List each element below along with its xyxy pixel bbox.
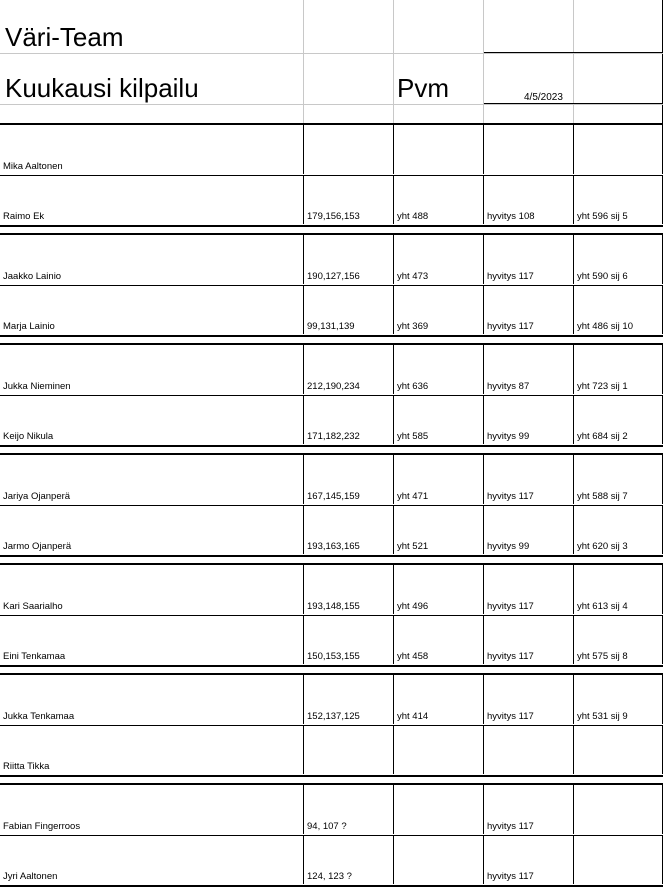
final-text: yht 620 sij 3 xyxy=(577,541,628,552)
scores-text: 99,131,139 xyxy=(307,321,355,332)
scores-text: 193,148,155 xyxy=(307,601,360,612)
total-text: yht 585 xyxy=(397,431,429,442)
scores-text: 171,182,232 xyxy=(307,431,360,442)
bonus-cell[interactable] xyxy=(484,285,574,334)
final-cell[interactable] xyxy=(574,565,663,614)
player-group xyxy=(0,233,663,337)
total-text: yht 458 xyxy=(397,651,429,662)
bonus-text: hyvitys 117 xyxy=(487,871,534,882)
player-group xyxy=(0,563,663,667)
bonus-cell[interactable] xyxy=(484,785,574,834)
total-cell[interactable] xyxy=(394,835,484,884)
total-cell[interactable] xyxy=(394,175,484,224)
table-row xyxy=(0,785,663,834)
scores-cell[interactable] xyxy=(304,285,394,334)
bonus-text: hyvitys 108 xyxy=(487,211,535,222)
bonus-cell[interactable] xyxy=(484,345,574,394)
player-group xyxy=(0,673,663,777)
scores-cell[interactable] xyxy=(304,615,394,664)
row-divider xyxy=(0,285,663,286)
scores-text: 124, 123 ? xyxy=(307,871,352,882)
total-cell[interactable] xyxy=(394,725,484,774)
player-name-cell[interactable] xyxy=(0,565,304,614)
total-cell[interactable] xyxy=(394,125,484,174)
player-name-cell[interactable] xyxy=(0,455,304,504)
final-cell[interactable] xyxy=(574,675,663,724)
scores-cell[interactable] xyxy=(304,835,394,884)
scores-text: 193,163,165 xyxy=(307,541,360,552)
player-name-text: Jukka Tenkamaa xyxy=(3,711,75,722)
player-name-cell[interactable] xyxy=(0,505,304,554)
final-text: yht 590 sij 6 xyxy=(577,271,628,282)
table-row xyxy=(0,505,663,554)
player-name-text: Mika Aaltonen xyxy=(3,161,63,172)
row-divider xyxy=(0,725,663,726)
scores-cell[interactable] xyxy=(304,345,394,394)
player-name-cell[interactable] xyxy=(0,725,304,774)
scores-text: 190,127,156 xyxy=(307,271,360,282)
final-cell[interactable] xyxy=(574,395,663,444)
bonus-text: hyvitys 117 xyxy=(487,651,534,662)
total-cell[interactable] xyxy=(394,285,484,334)
competition-title: Kuukausi kilpailu xyxy=(5,73,199,103)
bonus-cell[interactable] xyxy=(484,565,574,614)
bonus-cell[interactable] xyxy=(484,675,574,724)
final-cell[interactable] xyxy=(574,175,663,224)
bonus-cell[interactable] xyxy=(484,175,574,224)
scores-cell[interactable] xyxy=(304,455,394,504)
row-divider xyxy=(0,505,663,506)
player-name-cell[interactable] xyxy=(0,785,304,834)
player-group xyxy=(0,123,663,227)
bonus-text: hyvitys 87 xyxy=(487,381,530,392)
total-text: yht 369 xyxy=(397,321,429,332)
date-value: 4/5/2023 xyxy=(524,92,563,103)
scores-cell[interactable] xyxy=(304,125,394,174)
bonus-text: hyvitys 117 xyxy=(487,601,534,612)
bonus-text: hyvitys 117 xyxy=(487,821,534,832)
player-name-text: Jariya Ojanperä xyxy=(3,491,71,502)
player-name-cell[interactable] xyxy=(0,285,304,334)
total-text: yht 471 xyxy=(397,491,429,502)
player-name-text: Jyri Aaltonen xyxy=(3,871,58,882)
scores-cell[interactable] xyxy=(304,785,394,834)
final-cell[interactable] xyxy=(574,345,663,394)
bonus-text: hyvitys 117 xyxy=(487,321,534,332)
player-name-cell[interactable] xyxy=(0,615,304,664)
table-row xyxy=(0,455,663,504)
final-text: yht 613 sij 4 xyxy=(577,601,628,612)
date-label: Pvm xyxy=(397,73,449,103)
final-text: yht 684 sij 2 xyxy=(577,431,628,442)
final-text: yht 596 sij 5 xyxy=(577,211,628,222)
final-cell[interactable] xyxy=(574,785,663,834)
player-name-cell[interactable] xyxy=(0,175,304,224)
player-name-cell[interactable] xyxy=(0,235,304,284)
table-row xyxy=(0,395,663,444)
bonus-cell[interactable] xyxy=(484,395,574,444)
table-row xyxy=(0,285,663,334)
total-cell[interactable] xyxy=(394,235,484,284)
bonus-text: hyvitys 99 xyxy=(487,541,530,552)
scores-cell[interactable] xyxy=(304,725,394,774)
player-name-cell[interactable] xyxy=(0,125,304,174)
scores-cell[interactable] xyxy=(304,235,394,284)
table-row xyxy=(0,235,663,284)
scores-text: 150,153,155 xyxy=(307,651,360,662)
total-cell[interactable] xyxy=(394,615,484,664)
final-cell[interactable] xyxy=(574,835,663,884)
player-group xyxy=(0,343,663,447)
final-text: yht 486 sij 10 xyxy=(577,321,633,332)
final-cell[interactable] xyxy=(574,725,663,774)
final-text: yht 575 sij 8 xyxy=(577,651,628,662)
final-cell[interactable] xyxy=(574,125,663,174)
row-divider xyxy=(0,615,663,616)
player-name-text: Marja Lainio xyxy=(3,321,55,332)
final-cell[interactable] xyxy=(574,235,663,284)
scores-text: 152,137,125 xyxy=(307,711,360,722)
scores-text: 167,145,159 xyxy=(307,491,360,502)
total-text: yht 473 xyxy=(397,271,429,282)
player-name-text: Raimo Ek xyxy=(3,211,45,222)
scores-text: 179,156,153 xyxy=(307,211,360,222)
total-text: yht 636 xyxy=(397,381,429,392)
table-row xyxy=(0,565,663,614)
total-cell[interactable] xyxy=(394,395,484,444)
row-divider xyxy=(0,395,663,396)
scores-cell[interactable] xyxy=(304,175,394,224)
bonus-text: hyvitys 117 xyxy=(487,711,534,722)
scores-cell[interactable] xyxy=(304,565,394,614)
bonus-cell[interactable] xyxy=(484,505,574,554)
table-row xyxy=(0,615,663,664)
table-row xyxy=(0,345,663,394)
player-name-text: Eini Tenkamaa xyxy=(3,651,66,662)
team-title: Väri-Team xyxy=(5,22,124,52)
sheet-header xyxy=(0,0,663,124)
scores-cell[interactable] xyxy=(304,395,394,444)
final-text: yht 531 sij 9 xyxy=(577,711,628,722)
final-text: yht 723 sij 1 xyxy=(577,381,628,392)
total-cell[interactable] xyxy=(394,505,484,554)
bonus-cell[interactable] xyxy=(484,725,574,774)
total-text: yht 488 xyxy=(397,211,429,222)
bonus-cell[interactable] xyxy=(484,615,574,664)
table-row xyxy=(0,675,663,724)
total-cell[interactable] xyxy=(394,345,484,394)
total-cell[interactable] xyxy=(394,455,484,504)
player-name-text: Jukka Nieminen xyxy=(3,381,71,392)
player-group xyxy=(0,453,663,557)
final-cell[interactable] xyxy=(574,285,663,334)
total-text: yht 496 xyxy=(397,601,429,612)
scores-text: 94, 107 ? xyxy=(307,821,347,832)
final-cell[interactable] xyxy=(574,505,663,554)
player-name-cell[interactable] xyxy=(0,345,304,394)
scores-cell[interactable] xyxy=(304,505,394,554)
scores-cell[interactable] xyxy=(304,675,394,724)
final-text: yht 588 sij 7 xyxy=(577,491,628,502)
total-text: yht 414 xyxy=(397,711,429,722)
row-divider xyxy=(0,835,663,836)
total-cell[interactable] xyxy=(394,675,484,724)
player-name-text: Fabian Fingerroos xyxy=(3,821,81,832)
table-row xyxy=(0,835,663,884)
scores-text: 212,190,234 xyxy=(307,381,360,392)
total-cell[interactable] xyxy=(394,785,484,834)
table-row xyxy=(0,175,663,224)
player-name-text: Kari Saarialho xyxy=(3,601,63,612)
total-cell[interactable] xyxy=(394,565,484,614)
final-cell[interactable] xyxy=(574,455,663,504)
player-name-cell[interactable] xyxy=(0,395,304,444)
bonus-text: hyvitys 117 xyxy=(487,271,534,282)
player-name-cell[interactable] xyxy=(0,675,304,724)
player-name-cell[interactable] xyxy=(0,835,304,884)
bonus-text: hyvitys 117 xyxy=(487,491,534,502)
table-row xyxy=(0,125,663,174)
player-group xyxy=(0,783,663,887)
bonus-cell[interactable] xyxy=(484,835,574,884)
table-row xyxy=(0,725,663,774)
player-name-text: Jarmo Ojanperä xyxy=(3,541,72,552)
row-divider xyxy=(0,175,663,176)
final-cell[interactable] xyxy=(574,615,663,664)
bonus-cell[interactable] xyxy=(484,455,574,504)
bonus-cell[interactable] xyxy=(484,235,574,284)
player-name-text: Riitta Tikka xyxy=(3,761,50,772)
total-text: yht 521 xyxy=(397,541,429,552)
bonus-text: hyvitys 99 xyxy=(487,431,530,442)
player-name-text: Keijo Nikula xyxy=(3,431,54,442)
bonus-cell[interactable] xyxy=(484,125,574,174)
player-name-text: Jaakko Lainio xyxy=(3,271,62,282)
